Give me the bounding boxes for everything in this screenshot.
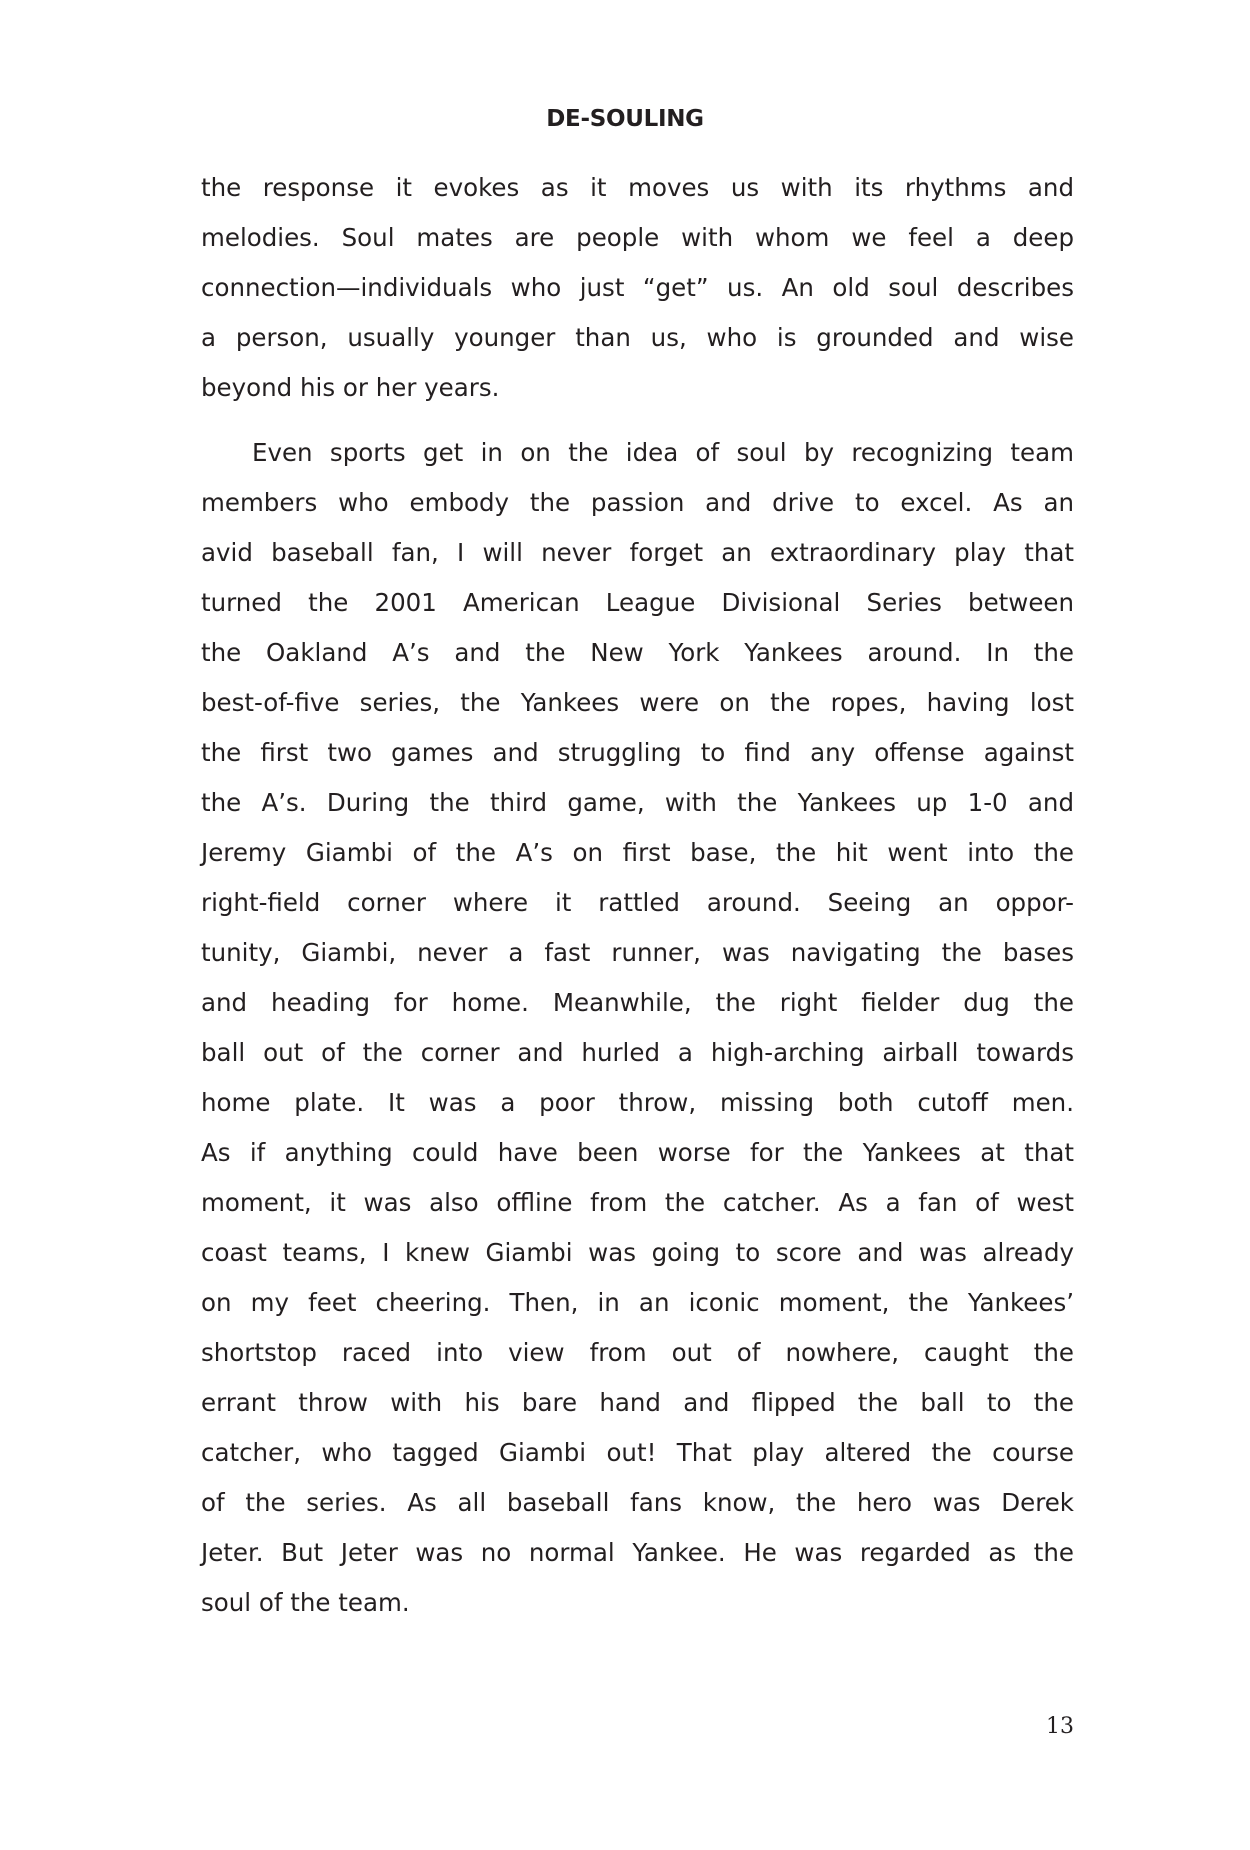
text-line: best-of-five series, the Yankees were on the ropes, having lost (201, 688, 1074, 717)
text-line: on my feet cheering. Then, in an iconic moment, the Yankees’ (201, 1288, 1074, 1317)
paragraph-1 (201, 163, 1074, 413)
text-line: soul of the team. (201, 1588, 410, 1617)
text-line: and heading for home. Meanwhile, the right fielder dug the (201, 988, 1074, 1017)
text-line: avid baseball fan, I will never forget an extraordinary play that (201, 538, 1074, 567)
page-number: 13 (1046, 1714, 1074, 1739)
text-line: shortstop raced into view from out of nowhere, caught the (201, 1338, 1074, 1367)
text-line: moment, it was also offline from the catcher. As a fan of west (201, 1188, 1074, 1217)
text-line: ball out of the corner and hurled a high-arching airball towards (201, 1038, 1074, 1067)
text-line: turned the 2001 American League Divisional Series between (201, 588, 1074, 617)
paragraph-2 (201, 428, 1074, 1628)
text-line: Jeter. But Jeter was no normal Yankee. He was regarded as the (201, 1538, 1074, 1567)
text-line: beyond his or her years. (201, 373, 500, 402)
text-line: of the series. As all baseball fans know, the hero was Derek (201, 1488, 1074, 1517)
text-line: the Oakland A’s and the New York Yankees around. In the (201, 638, 1074, 667)
text-line: coast teams, I knew Giambi was going to score and was already (201, 1238, 1074, 1267)
text-line: a person, usually younger than us, who is grounded and wise (201, 323, 1074, 352)
text-line: Even sports get in on the idea of soul by recognizing team (252, 438, 1074, 467)
text-line: the first two games and struggling to find any offense against (201, 738, 1074, 767)
text-line: members who embody the passion and drive to excel. As an (201, 488, 1074, 517)
text-line: right-field corner where it rattled around. Seeing an oppor- (201, 888, 1074, 917)
text-line: home plate. It was a poor throw, missing both cutoff men. (201, 1088, 1074, 1117)
text-line: tunity, Giambi, never a fast runner, was navigating the bases (201, 938, 1074, 967)
text-line: the A’s. During the third game, with the Yankees up 1-0 and (201, 788, 1074, 817)
text-line: the response it evokes as it moves us with its rhythms and (201, 173, 1074, 202)
text-line: connection—individuals who just “get” us. An old soul describes (201, 273, 1074, 302)
text-line: melodies. Soul mates are people with whom we feel a deep (201, 223, 1074, 252)
body-text (201, 163, 1074, 1628)
text-line: catcher, who tagged Giambi out! That play altered the course (201, 1438, 1074, 1467)
text-line: As if anything could have been worse for the Yankees at that (201, 1138, 1074, 1167)
text-line: errant throw with his bare hand and flipped the ball to the (201, 1388, 1074, 1417)
text-line: Jeremy Giambi of the A’s on first base, the hit went into the (201, 838, 1074, 867)
running-head: DE-SOULING (546, 106, 704, 132)
